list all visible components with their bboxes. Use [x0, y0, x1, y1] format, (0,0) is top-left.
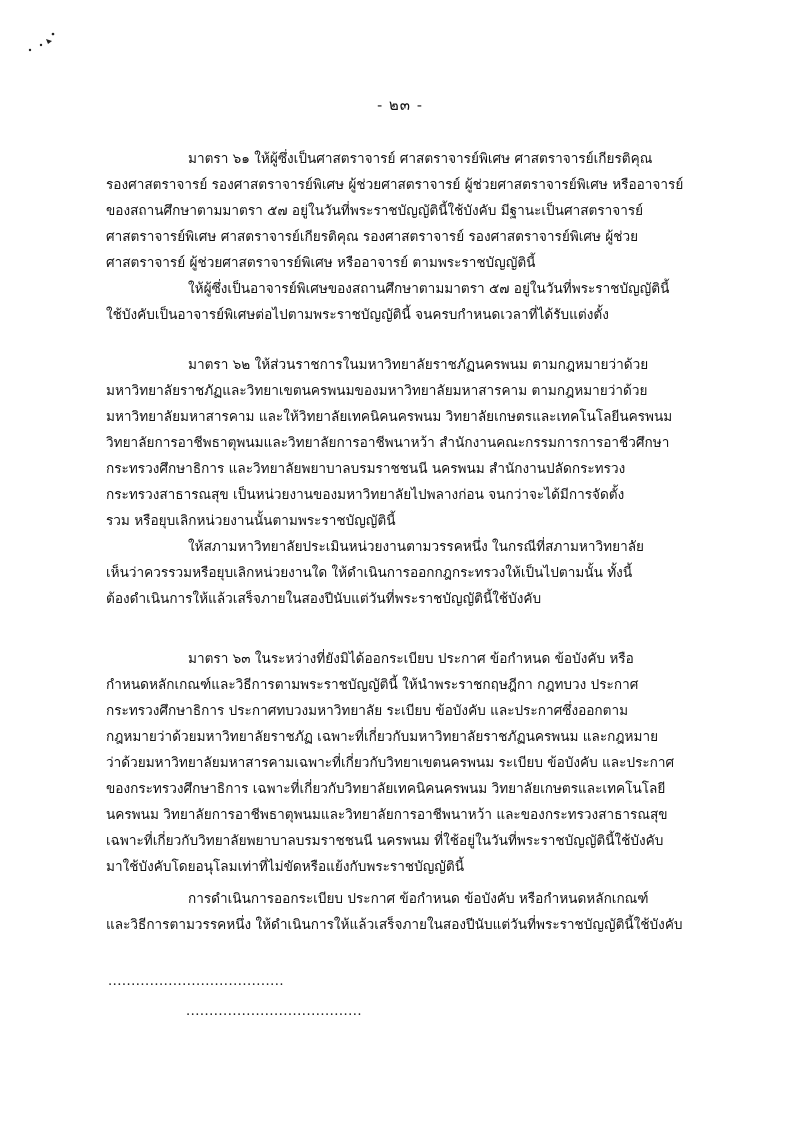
section-62-line-7: รวม หรือยุบเลิกหน่วยงานนั้นตามพระราชบัญญัตินี้: [106, 513, 396, 529]
section-62-line-10: ต้องดำเนินการให้แล้วเสร็จภายในสองปีนับแต่วันที่พระราชบัญญัตินี้ใช้บังคับ: [106, 591, 542, 607]
section-63-line-11: และวิธีการตามวรรคหนึ่ง ให้ดำเนินการให้แล้วเสร็จภายในสองปีนับแต่วันที่พระราชบัญญัตินี้ใช้บังคับ: [106, 917, 683, 933]
section-63-line-6: ของกระทรวงศึกษาธิการ เฉพาะที่เกี่ยวกับวิทยาลัยเทคนิคนครพนม วิทยาลัยเกษตรและเทคโนโลยี: [106, 781, 666, 797]
section-62-line-2: มหาวิทยาลัยราชภัฏและวิทยาเขตนครพนมของมหาวิทยาลัยมหาสารคาม ตามกฎหมายว่าด้วย: [106, 383, 648, 399]
section-63-line-8: เฉพาะที่เกี่ยวกับวิทยาลัยพยาบาลบรมราชชนนี นครพนม ที่ใช้อยู่ในวันที่พระราชบัญญัตินี้ใช้บังคับ: [106, 833, 664, 849]
section-63-line-9: มาใช้บังคับโดยอนุโลมเท่าที่ไม่ขัดหรือแย้งกับพระราชบัญญัตินี้: [106, 859, 464, 875]
section-63-line-3: กระทรวงศึกษาธิการ ประกาศทบวงมหาวิทยาลัย ระเบียบ ข้อบังคับ และประกาศซึ่งออกตาม: [106, 703, 629, 719]
section-63-line-7: นครพนม วิทยาลัยการอาชีพธาตุพนมและวิทยาลัยการอาชีพนาหว้า และของกระทรวงสาธารณสุข: [106, 807, 668, 823]
section-63-line-5: ว่าด้วยมหาวิทยาลัยมหาสารคามเฉพาะที่เกี่ยวกับวิทยาเขตนครพนม ระเบียบ ข้อบังคับ และประกาศ: [106, 755, 675, 771]
section-62-line-9: เห็นว่าควรรวมหรือยุบเลิกหน่วยงานใด ให้ดำเนินการออกกฎกระทรวงให้เป็นไปตามนั้น ทั้งนี้: [106, 565, 633, 581]
section-61-line-1: มาตรา ๖๑ ให้ผู้ซึ่งเป็นศาสตราจารย์ ศาสตราจารย์พิเศษ ศาสตราจารย์เกียรติคุณ: [188, 151, 653, 167]
section-63-line-2: กำหนดหลักเกณฑ์และวิธีการตามพระราชบัญญัตินี้ ให้นำพระราชกฤษฎีกา กฎทบวง ประกาศ: [106, 677, 639, 693]
page-number: - ๒๓ -: [377, 96, 423, 114]
section-62-line-5: กระทรวงศึกษาธิการ และวิทยาลัยพยาบาลบรมราชชนนี นครพนม สำนักงานปลัดกระทรวง: [106, 461, 626, 477]
signature-dotted-line-1: ......................................: [108, 974, 285, 989]
section-61-line-2: รองศาสตราจารย์ รองศาสตราจารย์พิเศษ ผู้ช่วยศาสตราจารย์ ผู้ช่วยศาสตราจารย์พิเศษ หรืออาจารย์: [106, 177, 684, 193]
signature-dotted-line-2: ......................................: [186, 1004, 363, 1019]
section-63-line-1: มาตรา ๖๓ ในระหว่างที่ยังมิได้ออกระเบียบ ประกาศ ข้อกำหนด ข้อบังคับ หรือ: [188, 651, 634, 667]
section-61-line-5: ศาสตราจารย์ ผู้ช่วยศาสตราจารย์พิเศษ หรืออาจารย์ ตามพระราชบัญญัตินี้: [106, 255, 536, 271]
scan-speck-marks: [28, 28, 78, 58]
section-63-line-10: การดำเนินการออกระเบียบ ประกาศ ข้อกำหนด ข้อบังคับ หรือกำหนดหลักเกณฑ์: [188, 891, 649, 907]
section-62-line-4: วิทยาลัยการอาชีพธาตุพนมและวิทยาลัยการอาชีพนาหว้า สำนักงานคณะกรรมการการอาชีวศึกษา: [106, 435, 670, 451]
section-62-line-1: มาตรา ๖๒ ให้ส่วนราชการในมหาวิทยาลัยราชภัฏนครพนม ตามกฎหมายว่าด้วย: [188, 357, 649, 373]
section-61-line-3: ของสถานศึกษาตามมาตรา ๕๗ อยู่ในวันที่พระราชบัญญัตินี้ใช้บังคับ มีฐานะเป็นศาสตราจารย์: [106, 203, 644, 219]
section-62-line-3: มหาวิทยาลัยมหาสารคาม และให้วิทยาลัยเทคนิคนครพนม วิทยาลัยเกษตรและเทคโนโลยีนครพนม: [106, 409, 673, 425]
section-62-line-8: ให้สภามหาวิทยาลัยประเมินหน่วยงานตามวรรคหนึ่ง ในกรณีที่สภามหาวิทยาลัย: [188, 539, 645, 555]
section-61-line-7: ใช้บังคับเป็นอาจารย์พิเศษต่อไปตามพระราชบัญญัตินี้ จนครบกำหนดเวลาที่ได้รับแต่งตั้ง: [106, 307, 609, 323]
section-62-line-6: กระทรวงสาธารณสุข เป็นหน่วยงานของมหาวิทยาลัยไปพลางก่อน จนกว่าจะได้มีการจัดตั้ง: [106, 487, 625, 503]
section-61-line-6: ให้ผู้ซึ่งเป็นอาจารย์พิเศษของสถานศึกษาตามมาตรา ๕๗ อยู่ในวันที่พระราชบัญญัตินี้: [188, 281, 670, 297]
section-61-line-4: ศาสตราจารย์พิเศษ ศาสตราจารย์เกียรติคุณ รองศาสตราจารย์ รองศาสตราจารย์พิเศษ ผู้ช่วย: [106, 229, 639, 245]
section-63-line-4: กฎหมายว่าด้วยมหาวิทยาลัยราชภัฏ เฉพาะที่เกี่ยวกับมหาวิทยาลัยราชภัฏนครพนม และกฎหมาย: [106, 729, 659, 745]
